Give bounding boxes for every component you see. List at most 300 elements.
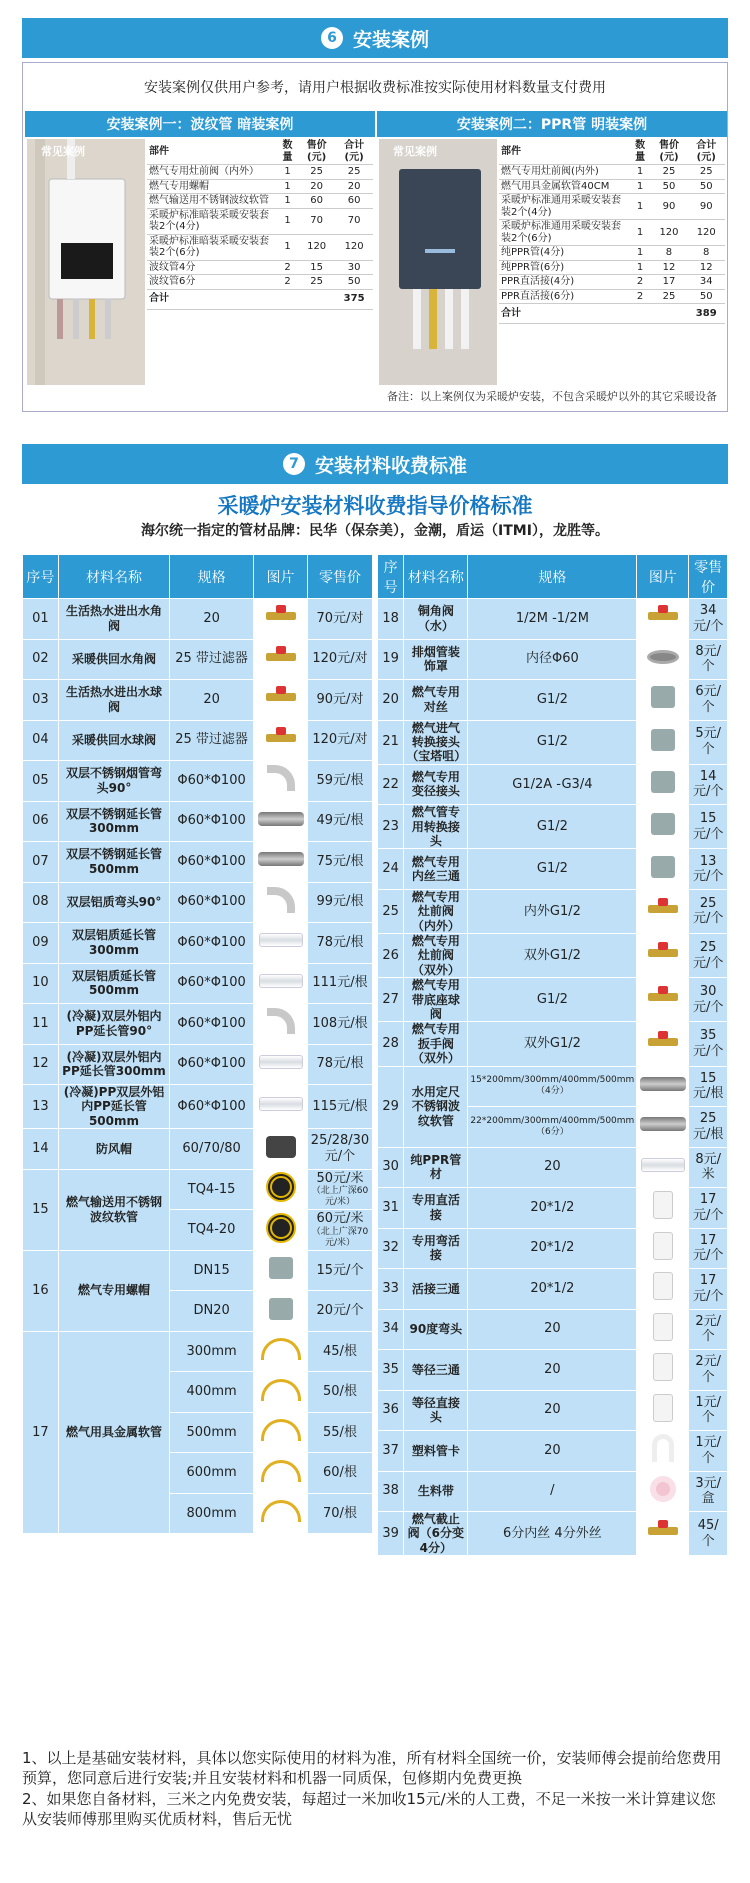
item-price: 25/28/30元/个 xyxy=(307,1129,372,1170)
case-footnote: 备注：以上案例仅为采暖炉安装，不包含采暖炉以外的其它采暖设备 xyxy=(387,390,717,403)
part-name: 采暖炉标准暗装采暖安装套装2个(4分) xyxy=(147,208,277,234)
item-spec: 500mm xyxy=(170,1412,254,1453)
item-price: 78元/根 xyxy=(307,923,372,964)
hose-icon xyxy=(261,1460,301,1482)
item-price: 14元/个 xyxy=(689,764,728,805)
material-row xyxy=(378,1022,728,1066)
item-spec: 60/70/80 xyxy=(170,1129,254,1170)
col-no: 序号 xyxy=(23,555,59,599)
item-name: 铜角阀（水） xyxy=(404,599,468,640)
item-no: 03 xyxy=(23,680,59,721)
valve-icon xyxy=(266,605,296,627)
nut-icon xyxy=(651,813,675,835)
hose-icon xyxy=(261,1500,301,1522)
item-name: 90度弯头 xyxy=(404,1309,468,1350)
item-no: 29 xyxy=(378,1066,404,1147)
item-spec: 20 xyxy=(468,1390,637,1431)
unit-price: 15 xyxy=(298,260,335,275)
pipe-icon xyxy=(641,1158,685,1172)
total-value: 389 xyxy=(687,304,725,324)
item-no: 20 xyxy=(378,680,404,721)
item-name: 双层不锈钢烟管弯头90° xyxy=(58,761,169,802)
unit-price: 70 xyxy=(298,208,335,234)
pipe-icon xyxy=(259,974,303,988)
item-price: 120元/对 xyxy=(307,720,372,761)
item-name: 燃气专用扳手阀（双外） xyxy=(404,1022,468,1066)
item-spec: 内外G1/2 xyxy=(468,889,637,933)
boiler-dark-image xyxy=(379,139,497,385)
unit-price: 25 xyxy=(651,165,688,180)
qty: 1 xyxy=(630,220,651,246)
item-no: 09 xyxy=(23,923,59,964)
item-name: 活接三通 xyxy=(404,1269,468,1310)
item-spec: 20 xyxy=(468,1431,637,1472)
part-name: 燃气专用螺帽 xyxy=(147,179,277,194)
item-name: 水用定尺不锈钢波纹软管 xyxy=(404,1066,468,1147)
tube-icon xyxy=(640,1117,686,1131)
valve-icon xyxy=(648,898,678,920)
case-row xyxy=(147,208,373,234)
part-name: 采暖炉标准通用采暖安装套装2个(4分) xyxy=(499,194,630,220)
subtotal: 50 xyxy=(687,289,725,304)
subtotal: 50 xyxy=(687,179,725,194)
material-row xyxy=(23,882,373,923)
item-price: 25元/根 xyxy=(689,1107,728,1148)
pipe-icon xyxy=(259,933,303,947)
valve-icon xyxy=(648,1520,678,1542)
material-row xyxy=(378,978,728,1022)
qty: 1 xyxy=(277,194,298,209)
case-row xyxy=(499,165,725,180)
nut-icon xyxy=(269,1298,293,1320)
item-no: 26 xyxy=(378,934,404,978)
item-name: 采暖供回水角阀 xyxy=(58,639,169,680)
item-price: 2元/个 xyxy=(689,1350,728,1391)
total-value: 375 xyxy=(335,289,373,309)
unit-price: 12 xyxy=(651,260,688,275)
part-name: PPR直活接(4分) xyxy=(499,275,630,290)
material-row xyxy=(378,720,728,764)
item-spec: 双外G1/2 xyxy=(468,1022,637,1066)
item-no: 30 xyxy=(378,1147,404,1188)
item-price: 6元/个 xyxy=(689,680,728,721)
item-name: 燃气用具金属软管 xyxy=(58,1331,169,1534)
item-no: 17 xyxy=(23,1331,59,1534)
item-name: 燃气专用内丝三通 xyxy=(404,849,468,890)
ppr-icon xyxy=(653,1313,673,1341)
item-name: 燃气输送用不锈钢波纹软管 xyxy=(58,1169,169,1250)
col-price: 售价(元) xyxy=(651,139,688,165)
item-name: 燃气专用变径接头 xyxy=(404,764,468,805)
item-name: (冷凝)PP双层外铝内PP延长管500mm xyxy=(58,1085,169,1129)
item-name: 燃气专用对丝 xyxy=(404,680,468,721)
part-name: 燃气输送用不锈钢波纹软管 xyxy=(147,194,277,209)
item-no: 24 xyxy=(378,849,404,890)
elbow-icon xyxy=(267,1008,295,1034)
qty: 1 xyxy=(630,246,651,261)
item-name: (冷凝)双层外铝内PP延长管90° xyxy=(58,1004,169,1045)
qty: 1 xyxy=(630,165,651,180)
item-spec: 22*200mm/300mm/400mm/500mm（6分） xyxy=(468,1107,637,1148)
item-spec: 800mm xyxy=(170,1493,254,1534)
hose-icon xyxy=(261,1338,301,1360)
col-part: 部件 xyxy=(147,139,277,165)
unit-price: 25 xyxy=(298,165,335,180)
valve-icon xyxy=(648,1031,678,1053)
part-name: 燃气用具金属软管40CM xyxy=(499,179,630,194)
item-name: 双层铝质延长管300mm xyxy=(58,923,169,964)
item-price: 50元/米 xyxy=(316,1170,364,1186)
col-spec: 规格 xyxy=(170,555,254,599)
col-no: 序号 xyxy=(378,555,404,599)
material-row xyxy=(378,639,728,680)
col-part: 部件 xyxy=(499,139,630,165)
subtotal: 120 xyxy=(687,220,725,246)
subtotal: 60 xyxy=(335,194,373,209)
case-1-table xyxy=(147,139,373,310)
item-price: 2元/个 xyxy=(689,1309,728,1350)
photo-label: 常见案例 xyxy=(393,145,437,158)
item-spec: DN20 xyxy=(170,1291,254,1332)
case-note: 安装案例仅供用户参考，请用户根据收费标准按实际使用材料数量支付费用 xyxy=(144,80,606,96)
item-name: 生活热水进出水角阀 xyxy=(58,599,169,640)
item-price: 50/根 xyxy=(323,1384,357,1400)
case-row xyxy=(147,275,373,290)
part-name: 纯PPR管(4分) xyxy=(499,246,630,261)
ppr-icon xyxy=(653,1191,673,1219)
valve-icon xyxy=(648,942,678,964)
qty: 1 xyxy=(277,179,298,194)
material-row xyxy=(378,764,728,805)
material-row xyxy=(23,720,373,761)
unit-price: 25 xyxy=(651,289,688,304)
item-name: 生料带 xyxy=(404,1471,468,1512)
item-no: 01 xyxy=(23,599,59,640)
case-row xyxy=(499,220,725,246)
item-spec: G1/2 xyxy=(468,805,637,849)
material-row xyxy=(23,599,373,640)
part-name: PPR直活接(6分) xyxy=(499,289,630,304)
col-qty: 数量 xyxy=(277,139,298,165)
item-no: 04 xyxy=(23,720,59,761)
item-spec: 6分内丝 4分外丝 xyxy=(468,1512,637,1556)
case-row xyxy=(499,194,725,220)
material-row xyxy=(23,1085,373,1129)
item-spec: Φ60*Φ100 xyxy=(170,801,254,842)
hose-icon xyxy=(261,1419,301,1441)
item-name: 纯PPR管材 xyxy=(404,1147,468,1188)
item-price: 15元/个 xyxy=(316,1262,364,1278)
unit-price: 120 xyxy=(298,234,335,260)
valve-icon xyxy=(648,605,678,627)
item-name: 双层铝质弯头90° xyxy=(58,882,169,923)
part-name: 采暖炉标准暗装采暖安装套装2个(6分) xyxy=(147,234,277,260)
coil-icon xyxy=(266,1172,296,1202)
material-row xyxy=(378,1431,728,1472)
item-spec: 20 xyxy=(468,1147,637,1188)
qty: 1 xyxy=(277,234,298,260)
case-row xyxy=(499,260,725,275)
nut-icon xyxy=(269,1257,293,1279)
item-no: 12 xyxy=(23,1044,59,1085)
item-no: 27 xyxy=(378,978,404,1022)
material-row xyxy=(378,1066,728,1107)
item-no: 16 xyxy=(23,1250,59,1331)
item-no: 21 xyxy=(378,720,404,764)
qty: 1 xyxy=(630,194,651,220)
nut-icon xyxy=(651,771,675,793)
ring-icon xyxy=(647,650,679,664)
item-price: 25元/个 xyxy=(689,889,728,933)
item-no: 15 xyxy=(23,1169,59,1250)
item-price: 3元/盒 xyxy=(689,1471,728,1512)
item-price: 60/根 xyxy=(323,1465,357,1481)
item-no: 06 xyxy=(23,801,59,842)
col-qty: 数量 xyxy=(630,139,651,165)
subtotal: 120 xyxy=(335,234,373,260)
case-1 xyxy=(25,111,375,305)
material-row xyxy=(378,1147,728,1188)
item-spec: 400mm xyxy=(170,1372,254,1413)
material-row xyxy=(23,1331,373,1372)
material-row xyxy=(23,1004,373,1045)
subtotal: 12 xyxy=(687,260,725,275)
item-no: 18 xyxy=(378,599,404,640)
item-price-note: （北上广深70元/米） xyxy=(311,1226,369,1248)
item-spec: 15*200mm/300mm/400mm/500mm（4分） xyxy=(468,1066,637,1107)
nut-icon xyxy=(651,686,675,708)
item-name: 燃气进气转换接头（宝塔咀） xyxy=(404,720,468,764)
item-no: 10 xyxy=(23,963,59,1004)
item-price: 1元/个 xyxy=(689,1431,728,1472)
item-price: 75元/根 xyxy=(307,842,372,883)
material-row xyxy=(23,1169,373,1210)
part-name: 波纹管6分 xyxy=(147,275,277,290)
item-no: 02 xyxy=(23,639,59,680)
subtotal: 30 xyxy=(335,260,373,275)
item-name: 等径直接头 xyxy=(404,1390,468,1431)
valve-icon xyxy=(266,727,296,749)
item-name: 塑料管卡 xyxy=(404,1431,468,1472)
item-price: 111元/根 xyxy=(307,963,372,1004)
subtotal: 25 xyxy=(687,165,725,180)
item-spec: Φ60*Φ100 xyxy=(170,1004,254,1045)
qty: 2 xyxy=(630,289,651,304)
subtotal: 34 xyxy=(687,275,725,290)
material-row xyxy=(378,1471,728,1512)
item-price-note: （北上广深60元/米） xyxy=(311,1186,369,1208)
item-spec: Φ60*Φ100 xyxy=(170,1044,254,1085)
tape-icon xyxy=(650,1476,676,1502)
case-row xyxy=(147,179,373,194)
item-price: 17元/个 xyxy=(689,1228,728,1269)
unit-price: 20 xyxy=(298,179,335,194)
case-2-photo xyxy=(379,139,497,385)
item-name: 双层铝质延长管500mm xyxy=(58,963,169,1004)
item-price: 60元/米 xyxy=(316,1211,364,1227)
material-row xyxy=(378,1188,728,1229)
unit-price: 60 xyxy=(298,194,335,209)
item-no: 11 xyxy=(23,1004,59,1045)
material-row xyxy=(378,934,728,978)
qty: 2 xyxy=(277,260,298,275)
case-2-title: 安装案例二：PPR管 明装案例 xyxy=(377,111,727,137)
case-row xyxy=(147,234,373,260)
item-no: 23 xyxy=(378,805,404,849)
ppr-icon xyxy=(653,1232,673,1260)
qty: 2 xyxy=(277,275,298,290)
materials-table-left xyxy=(22,554,373,1534)
item-no: 25 xyxy=(378,889,404,933)
item-no: 14 xyxy=(23,1129,59,1170)
ppr-icon xyxy=(653,1272,673,1300)
item-price: 25元/个 xyxy=(689,934,728,978)
case-1-photo xyxy=(27,139,145,385)
hose-icon xyxy=(261,1379,301,1401)
valve-icon xyxy=(266,646,296,668)
case-1-title: 安装案例一：波纹管 暗装案例 xyxy=(25,111,375,137)
item-price: 17元/个 xyxy=(689,1188,728,1229)
item-price: 99元/根 xyxy=(307,882,372,923)
item-name: 等径三通 xyxy=(404,1350,468,1391)
col-spec: 规格 xyxy=(468,555,637,599)
item-spec: 300mm xyxy=(170,1331,254,1372)
nut-icon xyxy=(651,729,675,751)
item-no: 35 xyxy=(378,1350,404,1391)
item-no: 07 xyxy=(23,842,59,883)
qty: 1 xyxy=(630,179,651,194)
case-total-row xyxy=(147,289,373,309)
clip-icon xyxy=(652,1434,674,1462)
item-no: 08 xyxy=(23,882,59,923)
section-title: 安装案例 xyxy=(352,28,429,51)
item-name: 采暖供回水球阀 xyxy=(58,720,169,761)
subtotal: 90 xyxy=(687,194,725,220)
item-spec: G1/2A -G3/4 xyxy=(468,764,637,805)
materials-brands: 海尔统一指定的管材品牌：民华（保奈美），金潮，盾运（ITMI），龙胜等。 xyxy=(141,523,609,539)
item-price: 120元/对 xyxy=(307,639,372,680)
material-row xyxy=(378,1350,728,1391)
item-price: 70元/对 xyxy=(307,599,372,640)
valve-icon xyxy=(266,686,296,708)
col-price: 零售价 xyxy=(689,555,728,599)
qty: 1 xyxy=(277,208,298,234)
material-row xyxy=(23,923,373,964)
material-row xyxy=(23,801,373,842)
material-row xyxy=(378,805,728,849)
qty: 1 xyxy=(630,260,651,275)
item-no: 05 xyxy=(23,761,59,802)
item-price: 108元/根 xyxy=(307,1004,372,1045)
item-name: 燃气截止阀（6分变4分） xyxy=(404,1512,468,1556)
material-row xyxy=(23,1044,373,1085)
item-price: 15元/根 xyxy=(689,1066,728,1107)
elbow-icon xyxy=(267,887,295,913)
material-row xyxy=(23,842,373,883)
subtotal: 25 xyxy=(335,165,373,180)
item-no: 39 xyxy=(378,1512,404,1556)
item-spec: G1/2 xyxy=(468,849,637,890)
item-name: 防风帽 xyxy=(58,1129,169,1170)
photo-label: 常见案例 xyxy=(41,145,85,158)
item-price: 45/个 xyxy=(689,1512,728,1556)
material-row xyxy=(378,1269,728,1310)
item-no: 34 xyxy=(378,1309,404,1350)
item-name: 燃气专用带底座球阀 xyxy=(404,978,468,1022)
unit-price: 25 xyxy=(298,275,335,290)
item-spec: Φ60*Φ100 xyxy=(170,882,254,923)
item-name: 燃气管专用转换接头 xyxy=(404,805,468,849)
item-spec: 20*1/2 xyxy=(468,1269,637,1310)
col-name: 材料名称 xyxy=(404,555,468,599)
material-row xyxy=(23,761,373,802)
material-row xyxy=(378,599,728,640)
item-spec: Φ60*Φ100 xyxy=(170,923,254,964)
section-title: 安装材料收费标准 xyxy=(314,454,467,477)
tube-icon xyxy=(640,1077,686,1091)
item-no: 28 xyxy=(378,1022,404,1066)
item-price: 5元/个 xyxy=(689,720,728,764)
item-spec: TQ4-20 xyxy=(170,1210,254,1251)
item-price: 35元/个 xyxy=(689,1022,728,1066)
tube-icon xyxy=(258,812,304,826)
item-spec: DN15 xyxy=(170,1250,254,1291)
item-name: 排烟管装饰罩 xyxy=(404,639,468,680)
part-name: 采暖炉标准通用采暖安装套装2个(6分) xyxy=(499,220,630,246)
part-name: 波纹管4分 xyxy=(147,260,277,275)
material-row xyxy=(23,639,373,680)
item-price: 8元/个 xyxy=(689,639,728,680)
item-name: 专用直活接 xyxy=(404,1188,468,1229)
footer-notes xyxy=(22,1748,728,1829)
pipe-icon xyxy=(259,1097,303,1111)
case-row xyxy=(147,260,373,275)
item-price: 45/根 xyxy=(323,1343,357,1359)
part-name: 燃气专用灶前阀（内外） xyxy=(147,165,277,180)
material-row xyxy=(23,963,373,1004)
case-row xyxy=(499,289,725,304)
item-name: 燃气专用灶前阀（内外） xyxy=(404,889,468,933)
material-row xyxy=(378,1512,728,1556)
case-box xyxy=(22,62,728,412)
material-row xyxy=(23,1250,373,1291)
item-spec: 20 xyxy=(170,599,254,640)
item-spec: 20 xyxy=(170,680,254,721)
item-no: 22 xyxy=(378,764,404,805)
boiler-white-image xyxy=(27,139,145,385)
col-price: 零售价 xyxy=(307,555,372,599)
subtotal: 20 xyxy=(335,179,373,194)
item-spec: Φ60*Φ100 xyxy=(170,842,254,883)
item-price: 90元/对 xyxy=(307,680,372,721)
item-spec: 1/2M -1/2M xyxy=(468,599,637,640)
item-spec: / xyxy=(468,1471,637,1512)
item-spec: 双外G1/2 xyxy=(468,934,637,978)
item-price: 78元/根 xyxy=(307,1044,372,1085)
materials-grid xyxy=(22,554,728,1734)
col-image: 图片 xyxy=(637,555,689,599)
case-row xyxy=(147,165,373,180)
item-no: 36 xyxy=(378,1390,404,1431)
case-row xyxy=(499,246,725,261)
coil-icon xyxy=(266,1213,296,1243)
part-name: 燃气专用灶前阀(内外) xyxy=(499,165,630,180)
material-row xyxy=(378,1228,728,1269)
part-name: 纯PPR管(6分) xyxy=(499,260,630,275)
total-label: 合计 xyxy=(147,289,277,309)
material-row xyxy=(23,680,373,721)
case-2 xyxy=(377,111,727,319)
